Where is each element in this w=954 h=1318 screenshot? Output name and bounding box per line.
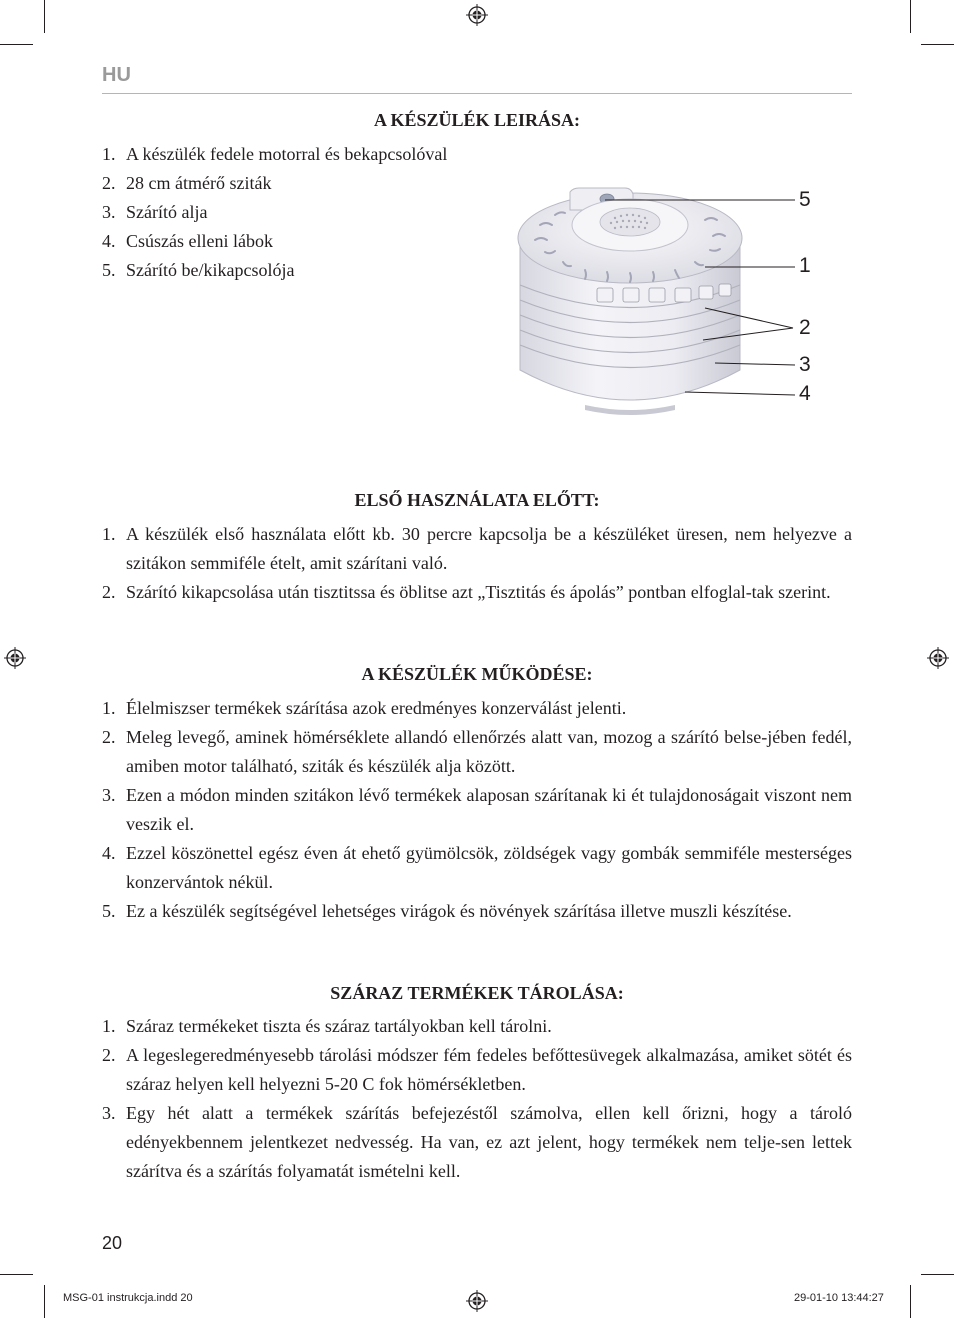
list-item: 1. Élelmiszser termékek szárítása azok eredményes konzerválást jelenti. <box>102 698 627 718</box>
language-code: HU <box>102 64 131 86</box>
list-item: 5. Szárító be/kikapcsolója <box>102 260 295 280</box>
operation-list <box>102 694 852 926</box>
list-item: 3. Egy hét alatt a termékek szárítás befejezéstől számolva, ellen kell őrizni, hogy a tároló edényekbennem jelentkezet nedvesség. Ha van, ez azt jelent, hogy termékek nem telje-sen lettek szárítva és a szárítás folyamatát ismételni kell. <box>102 1103 852 1181</box>
callout-label: 3 <box>799 353 811 376</box>
registration-mark-icon <box>466 4 488 26</box>
section-heading: A KÉSZÜLÉK LEIRÁSA: <box>373 110 581 130</box>
callout-label: 5 <box>799 188 811 211</box>
list-item: 3. Ezen a módon minden szitákon lévő termékek alaposan szárítanak ki ét tulajdonoságait viszont nem veszik el. <box>102 785 852 834</box>
callout-label: 2 <box>799 316 811 339</box>
crop-mark <box>44 1285 45 1318</box>
section-heading: ELSŐ HASZNÁLATA ELŐTT: <box>354 490 600 510</box>
list-item: 5. Ez a készülék segítségével lehetséges virágok és növények szárítása illetve muszli készítése. <box>102 901 792 921</box>
list-item: 1. A készülék első használata előtt kb. 30 percre kapcsolja be a készüléket üresen, nem helyezve a szitákon semmiféle ételt, amit szárítani való. <box>102 524 852 573</box>
list-item: 2. 28 cm átmérő sziták <box>102 173 272 193</box>
crop-mark <box>921 44 954 45</box>
callout-label: 1 <box>799 254 811 277</box>
list-item: 2. Szárító kikapcsolása után tisztitssa és öblitse azt „Tisztitás és ápolás” pontban elfoglal-tak szerint. <box>102 582 831 602</box>
crop-mark <box>0 1274 33 1275</box>
dehydrator-illustration <box>505 180 835 420</box>
instructions-list <box>102 520 852 607</box>
registration-mark-icon <box>927 647 949 669</box>
list-item: 4. Ezzel köszönettel egész éven át ehető gyümölcsök, zöldségek vagy gombák semmiféle mesterséges konzervántok nékül. <box>102 843 852 892</box>
list-item: 4. Csúszás elleni lábok <box>102 231 273 251</box>
list-item: 2. Meleg levegő, aminek hömérséklete allandó ellenőrzés alatt van, mozog a szárító belse-jében fedél, amiben motor található, sziták és készülék alja között. <box>102 727 852 776</box>
list-item: 1. A készülék fedele motorral és bekapcsolóval <box>102 144 448 164</box>
header-rule <box>102 93 852 94</box>
crop-mark <box>910 0 911 33</box>
callout-label: 4 <box>799 382 811 405</box>
parts-list <box>102 140 502 285</box>
registration-mark-icon <box>4 647 26 669</box>
crop-mark <box>910 1285 911 1318</box>
section-heading: A KÉSZÜLÉK MŰKÖDÉSE: <box>361 664 593 684</box>
storage-list <box>102 1012 852 1186</box>
crop-mark <box>0 44 33 45</box>
slug-file-info: MSG-01 instrukcja.indd 20 <box>63 1292 193 1304</box>
registration-mark-icon <box>466 1290 488 1312</box>
list-item: 2. A legeslegeredményesebb tárolási módszer fém fedeles befőttesüvegek alkalmazása, amiket sötét és száraz helyen kell helyezni 5-20 C fok hömérsékletben. <box>102 1045 852 1094</box>
list-item: 3. Szárító alja <box>102 202 208 222</box>
section-heading: SZÁRAZ TERMÉKEK TÁROLÁSA: <box>330 983 624 1003</box>
list-item: 1. Száraz termékeket tiszta és száraz tartályokban kell tárolni. <box>102 1016 552 1036</box>
page-number: 20 <box>102 1233 123 1253</box>
crop-mark <box>921 1274 954 1275</box>
crop-mark <box>44 0 45 33</box>
slug-date-info: 29-01-10 13:44:27 <box>794 1292 884 1304</box>
